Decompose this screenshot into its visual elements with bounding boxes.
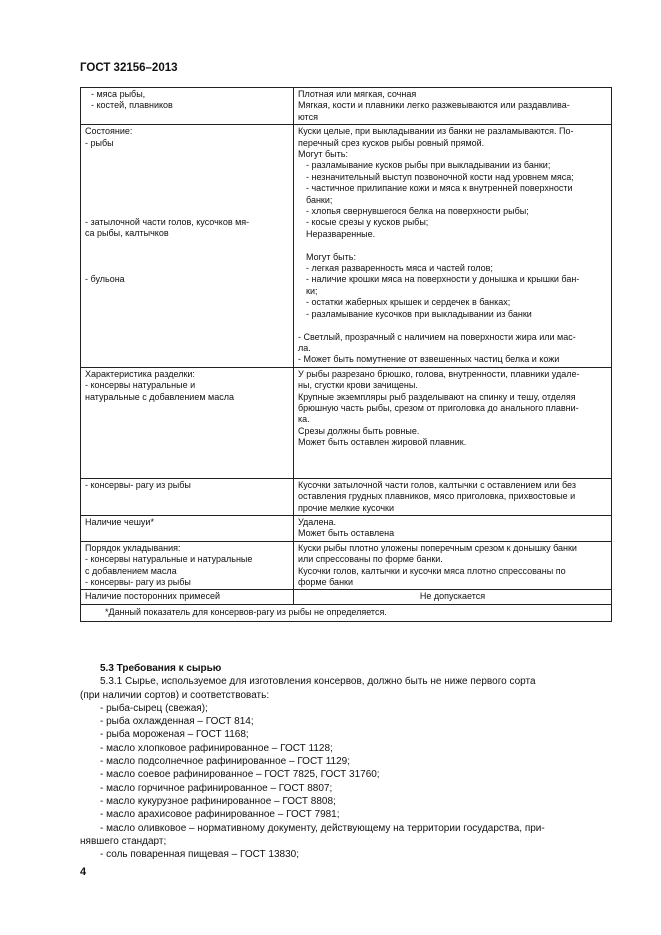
section-title: 5.3 Требования к сырью (100, 663, 222, 674)
cell-line: прочие мелкие кусочки (298, 502, 395, 513)
requirements-list (80, 702, 612, 835)
cell-line: Наличие посторонних примесей (85, 591, 221, 602)
cell-line: Удалена. (298, 516, 337, 527)
table-row (81, 125, 612, 368)
document-header: ГОСТ 32156–2013 (80, 62, 178, 74)
cell-line: брюшную часть рыбы, срезом от приголовка до анального плавни- (298, 402, 579, 413)
cell-line: оставления грудных плавников, мясо приголовка, прихвостовые и (298, 491, 576, 502)
table-cell (81, 125, 294, 368)
cell-line: Мягкая, кости и плавники легко разжевываются или раздавлива- (298, 100, 570, 111)
list-item: - рыба-сырец (свежая); (100, 702, 208, 714)
cell-line: - затылочной части голов, кусочков мя- (85, 217, 250, 228)
cell-line: Наличие чешуи* (85, 516, 154, 527)
cell-line: перечный срез кусков рыбы ровный прямой. (298, 137, 485, 148)
paragraph: (при наличии сортов) и соответствовать: (80, 689, 270, 701)
table-cell (294, 478, 612, 515)
table-cell (81, 367, 294, 478)
list-item: - масло кукурузное рафинированное – ГОСТ 8808; (100, 795, 336, 807)
cell-line: - разламывание кусков рыбы при выкладывании из банки; (306, 160, 551, 171)
cell-line: Плотная или мягкая, сочная (298, 89, 417, 99)
cell-line: ка. (298, 414, 310, 425)
table-cell (294, 88, 612, 125)
cell-line: - консервы- рагу из рыбы (85, 479, 191, 490)
footnote (81, 604, 612, 621)
cell-line: У рыбы разрезано брюшко, голова, внутренности, плавники удале- (298, 368, 580, 379)
table-cell (81, 541, 294, 590)
cell-text (85, 126, 289, 149)
table-cell (294, 541, 612, 590)
cell-line: - рыбы (85, 137, 114, 148)
cell-line: са рыбы, калтычков (85, 228, 169, 239)
list-item: - соль поваренная пищевая – ГОСТ 13830; (100, 849, 300, 861)
cell-line: Может быть оставлена (298, 528, 395, 539)
cell-line: Не допускается (419, 591, 486, 602)
cell-line: - разламывание кусочков при выкладывании из банки (306, 308, 532, 319)
cell-line: ются (298, 111, 318, 122)
table-row (81, 604, 612, 621)
cell-text (85, 274, 289, 285)
raw-materials-section (80, 662, 612, 861)
cell-line: - хлопья свернувшегося белка на поверхности рыбы; (306, 206, 529, 217)
page-number: 4 (80, 866, 87, 878)
table-row (81, 88, 612, 125)
cell-line: Могут быть: (298, 149, 348, 160)
cell-line: - наличие крошки мяса на поверхности у донышка и крышки бан- (306, 274, 580, 285)
list-item: - масло арахисовое рафинированное – ГОСТ 7981; (100, 809, 340, 821)
cell-text (298, 252, 607, 320)
cell-text (85, 217, 289, 240)
cell-line: - мяса рыбы, (91, 89, 146, 99)
cell-line: Куски целые, при выкладывании из банки не разламываются. По- (298, 126, 574, 137)
cell-line: - консервы натуральные и натуральные (85, 554, 253, 565)
cell-line: - костей, плавников (91, 100, 173, 111)
cell-line: Характеристика разделки: (85, 368, 195, 379)
list-item: - рыба мороженая – ГОСТ 1168; (100, 729, 249, 741)
cell-line: ны, сгустки крови зачищены. (298, 380, 418, 391)
list-item: - масло горчичное рафинированное – ГОСТ 8807; (100, 782, 333, 794)
cell-line: - Может быть помутнение от взвешенных частиц белка и кожи (298, 354, 560, 365)
list-item: - масло соевое рафинированное – ГОСТ 7825, ГОСТ 31760; (100, 769, 380, 781)
cell-line: - консервы натуральные и (85, 380, 196, 391)
cell-line: Может быть оставлен жировой плавник. (298, 437, 467, 448)
cell-line: или спрессованы по форме банки. (298, 554, 443, 565)
cell-line: банки; (306, 194, 333, 205)
list-item: - рыба охлажденная – ГОСТ 814; (100, 716, 254, 728)
cell-line: Неразваренные. (306, 228, 376, 239)
cell-line: Состояние: (85, 126, 133, 137)
list-item: - масло хлопковое рафинированное – ГОСТ 1128; (100, 742, 333, 754)
cell-line: Срезы должны быть ровные. (298, 425, 420, 436)
cell-line: - Светлый, прозрачный с наличием на поверхности жира или мас- (298, 331, 576, 342)
table-row (81, 367, 612, 478)
paragraph: 5.3.1 Сырье, используемое для изготовления консервов, должно быть не ниже первого сорта (100, 676, 536, 688)
cell-line: Кусочки голов, калтычки и кусочки мяса плотно спрессованы по (298, 565, 566, 576)
cell-line: Порядок укладывания: (85, 542, 181, 553)
table-cell (294, 590, 612, 604)
table-row (81, 541, 612, 590)
cell-line: - незначительный выступ позвоночной кости над уровнем мяса; (306, 171, 574, 182)
table-cell (81, 88, 294, 125)
cell-line: Куски рыбы плотно уложены поперечным срезом к донышку банки (298, 542, 577, 553)
table-cell (294, 125, 612, 368)
list-item: - масло оливковое – нормативному документу, действующему на территории государства, при- (100, 822, 545, 834)
table-row (81, 590, 612, 604)
cell-line: - консервы- рагу из рыбы (85, 576, 191, 587)
cell-line: - легкая разваренность мяса и частей голов; (306, 263, 493, 274)
cell-line: - остатки жаберных крышек и сердечек в банках; (306, 297, 511, 308)
requirements-table (80, 87, 612, 622)
table-cell (81, 478, 294, 515)
table-row (81, 478, 612, 515)
cell-line: - частичное прилипание кожи и мяса к внутренней поверхности (306, 183, 573, 194)
footnote-text: *Данный показатель для консервов-рагу из рыбы не определяется. (105, 606, 387, 617)
list-item: нявшего стандарт; (80, 835, 167, 847)
cell-line: Могут быть: (306, 251, 356, 262)
table-cell (294, 367, 612, 478)
cell-line: форме банки (298, 576, 353, 587)
cell-line: ла. (298, 342, 311, 353)
cell-line: Крупные экземпляры рыб разделывают на спинку и тешу, отделяя (298, 391, 576, 402)
cell-line: Кусочки затылочной части голов, калтычки с оставлением или без (298, 479, 576, 490)
table-row (81, 515, 612, 541)
cell-line: ки; (306, 285, 318, 296)
list-item: - масло подсолнечное рафинированное – ГОСТ 1129; (100, 756, 351, 768)
table-cell (81, 590, 294, 604)
cell-line: - косые срезы у кусков рыбы; (306, 217, 429, 228)
cell-line: - бульона (85, 273, 125, 284)
cell-text (298, 126, 607, 240)
cell-line: натуральные с добавлением масла (85, 391, 234, 402)
cell-line: с добавлением масла (85, 565, 177, 576)
table-cell (81, 515, 294, 541)
cell-text (298, 332, 607, 366)
table-cell (294, 515, 612, 541)
